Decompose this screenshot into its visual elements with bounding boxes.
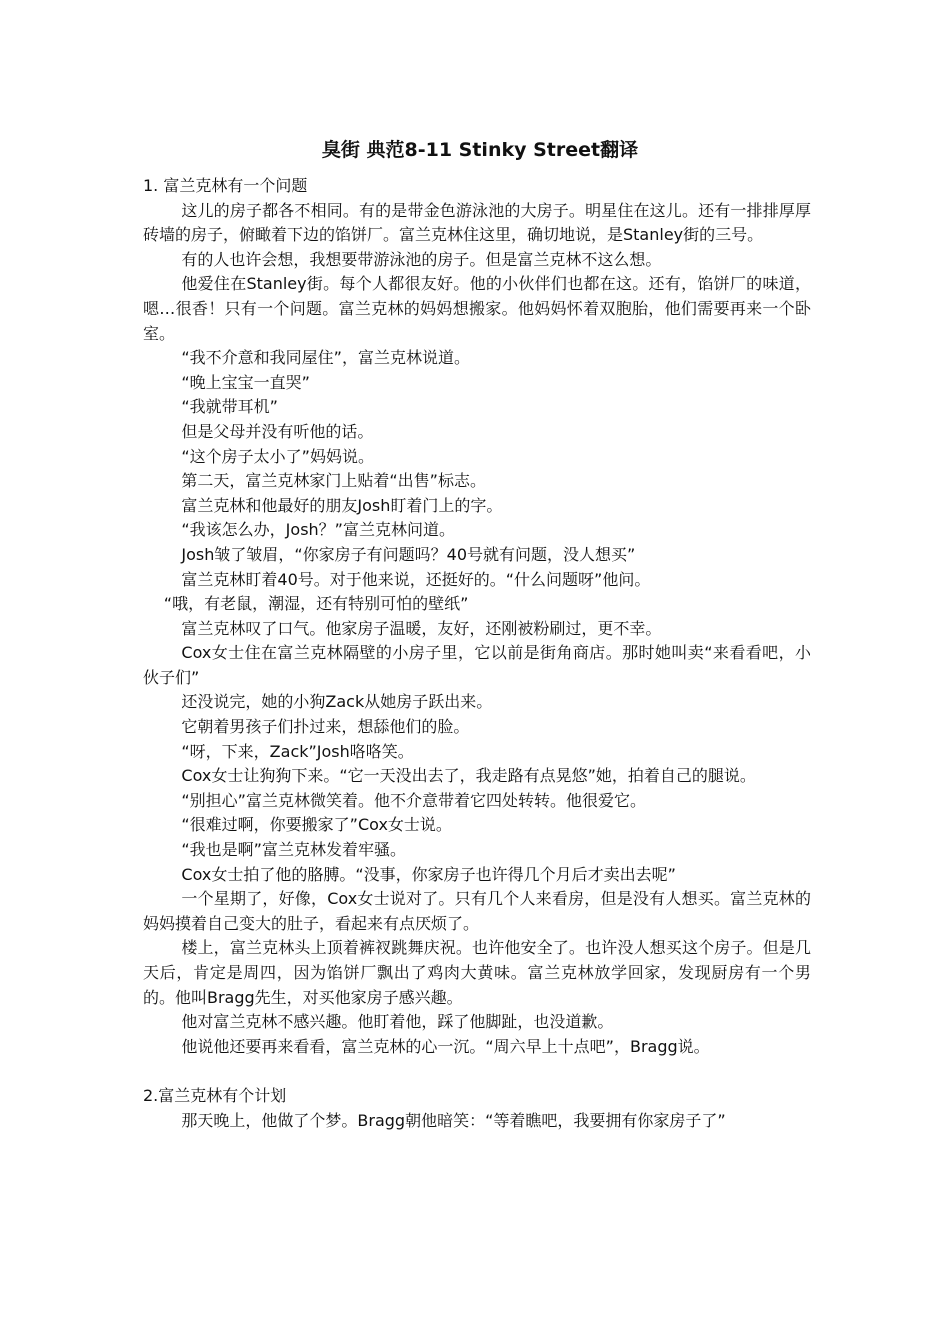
- paragraph: 那天晚上，他做了个梦。Bragg朝他暗笑：“等着瞧吧，我要拥有你家房子了”: [181, 1110, 726, 1130]
- document-body: [143, 136, 811, 1133]
- section-heading-2: 2.富兰克林有个计划: [143, 1085, 287, 1105]
- paragraph: 楼上，富兰克林头上顶着裤衩跳舞庆祝。也许他安全了。也许没人想买这个房子。但是几天后，肯定是周四，因为馅饼厂飘出了鸡肉大黄味。富兰克林放学回家，发现厨房有一个男的。他叫Bragg先生，对买他家房子感兴趣。: [143, 938, 811, 1007]
- paragraph: 他对富兰克林不感兴趣。他盯着他，踩了他脚趾，也没道歉。: [181, 1012, 614, 1032]
- document-title: 臭街 典范8-11 Stinky Street翻译: [321, 139, 639, 161]
- paragraph: 这儿的房子都各不相同。有的是带金色游泳池的大房子。明星住在这儿。还有一排排厚厚砖墙的房子，俯瞰着下边的馅饼厂。富兰克林住这里，确切地说，是Stanley街的三号。: [143, 200, 811, 245]
- paragraph: 但是父母并没有听他的话。: [181, 421, 374, 441]
- paragraph: 富兰克林和他最好的朋友Josh盯着门上的字。: [181, 495, 503, 515]
- paragraph: “这个房子太小了”妈妈说。: [181, 446, 374, 466]
- paragraph: Cox女士拍了他的胳膊。“没事，你家房子也许得几个月后才卖出去呢”: [181, 864, 676, 884]
- section-spacer: [143, 1059, 811, 1084]
- paragraph: “呀，下来，Zack”Josh咯咯笑。: [181, 741, 414, 761]
- paragraph: 富兰克林盯着40号。对于他来说，还挺好的。“什么问题呀”他问。: [181, 569, 651, 589]
- paragraph: 还没说完，她的小狗Zack从她房子跃出来。: [181, 692, 493, 712]
- paragraph: “别担心”富兰克林微笑着。他不介意带着它四处转转。他很爱它。: [181, 790, 646, 810]
- paragraph: Josh皱了皱眉，“你家房子有问题吗？40号就有问题，没人想买”: [181, 544, 636, 564]
- paragraph: “很难过啊，你要搬家了”Cox女士说。: [181, 815, 452, 835]
- paragraph: 一个星期了，好像，Cox女士说对了。只有几个人来看房，但是没有人想买。富兰克林的妈妈摸着自己变大的肚子，看起来有点厌烦了。: [143, 889, 811, 933]
- paragraph: “我也是啊”富兰克林发着牢骚。: [181, 840, 406, 860]
- paragraph: “哦，有老鼠，潮湿，还有特别可怕的壁纸”: [163, 594, 469, 614]
- paragraph: Cox女士让狗狗下来。“它一天没出去了，我走路有点晃悠”她，拍着自己的腿说。: [181, 766, 756, 786]
- paragraph: “我不介意和我同屋住”，富兰克林说道。: [181, 348, 470, 368]
- paragraph: “晚上宝宝一直哭”: [181, 372, 310, 392]
- paragraph: 他爱住在Stanley街。每个人都很友好。他的小伙伴们也都在这。还有，馅饼厂的味道，嗯…很香！只有一个问题。富兰克林的妈妈想搬家。他妈妈怀着双胞胎，他们需要再来一个卧室。: [143, 274, 811, 343]
- paragraph: 富兰克林叹了口气。他家房子温暖，友好，还刚被粉刷过，更不幸。: [181, 618, 662, 638]
- paragraph: 他说他还要再来看看，富兰克林的心一沉。“周六早上十点吧”，Bragg说。: [181, 1036, 710, 1056]
- paragraph: “我该怎么办，Josh？”富兰克林问道。: [181, 520, 455, 540]
- section-heading-1: 1. 富兰克林有一个问题: [143, 176, 308, 195]
- paragraph: Cox女士住在富兰克林隔壁的小房子里，它以前是街角商店。那时她叫卖“来看看吧，小伙子们”: [143, 643, 811, 687]
- paragraph: “我就带耳机”: [181, 397, 278, 417]
- paragraph: 有的人也许会想，我想要带游泳池的房子。但是富兰克林不这么想。: [181, 249, 662, 269]
- paragraph: 第二天，富兰克林家门上贴着“出售”标志。: [181, 471, 486, 491]
- paragraph: 它朝着男孩子们扑过来，想舔他们的脸。: [181, 717, 470, 737]
